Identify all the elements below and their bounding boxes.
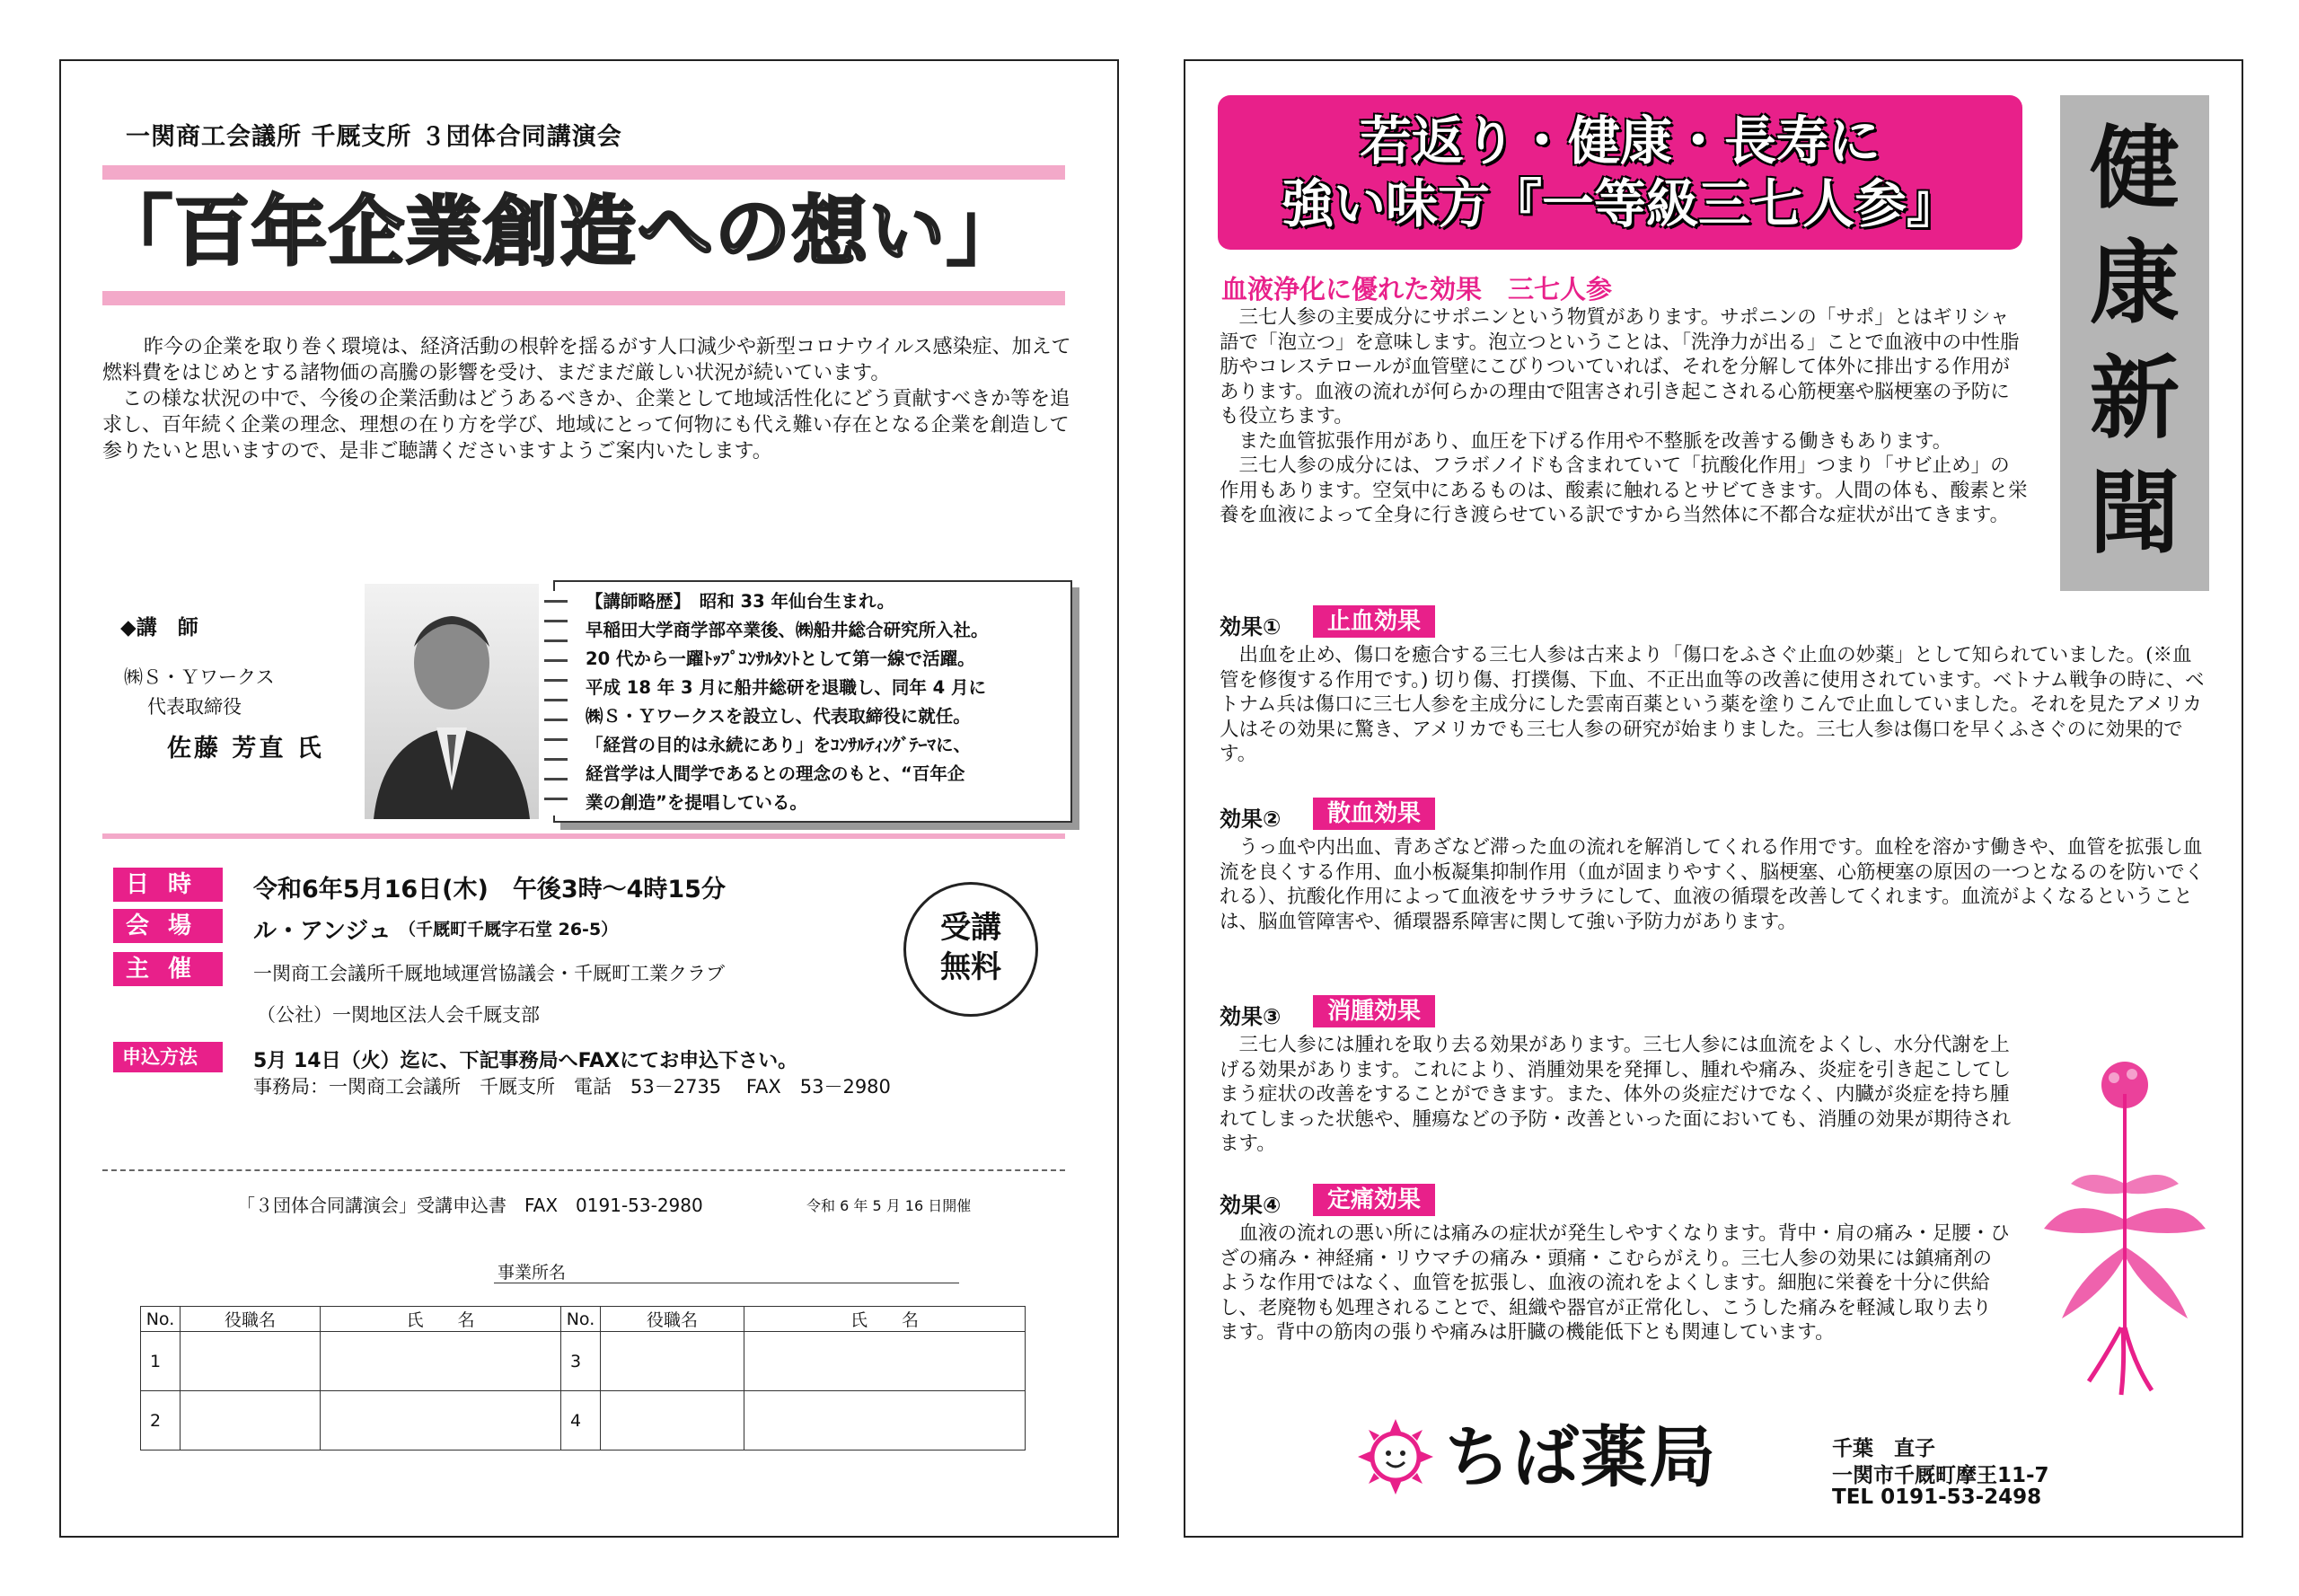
shop-owner: 千葉 直子 [1832, 1437, 1935, 1460]
host-value-1: 一関商工会議所千厩地域運営協議会・千厩町工業クラブ [253, 963, 725, 984]
main-paragraph: 三七人参の主要成分にサポニンという物質があります。サポニンの「サポ」とはギリシャ語で「泡立つ」を意味します。泡立つということは、「洗浄力が出る」ことで血液中の中性脂肪やコレステロールが血管壁にこびりついていれば、それを分解して体外に排出する作用があります。血液の流れが何らかの理由で阻害され引き起こされる心筋梗塞や脳梗塞の予防にも役立ちます。 また血管拡張作用があり、血圧を下げる作用や不整脈を改善する働きもあります。 三七人参の成分には、フラボノイドも含まれていて「抗酸化作用」つまり「サビ止め」の作用もあります。空気中にあるものは、酸素に触れるとサビてきます。人間の体も、酸素と栄養を血液によって全身に行き渡らせている訳ですから当然体に不都合な症状が出てきます。 [1220, 306, 2028, 526]
effect-2-number: 効果② [1220, 807, 1282, 832]
venue-value: ル・アンジュ [253, 918, 392, 945]
effect-1-text: 出血を止め、傷口を癒合する三七人参は古来より「傷口をふさぐ止血の妙薬」として知られていました。(※血管を修復する作用です。) 切り傷、打撲傷、下血、不正出血等の改善に使用されています。ベトナム戦争の時に、ベトナム兵は傷口に三七人参を主成分にした雲南百薬という薬を塗りこんで止血していました。それを見たアメリカ人はその効果に驚き、アメリカでも三七人参の研究が始まりました。三七人参は傷口を早くふさぐのに効果的です。 [1220, 644, 2205, 765]
host-label: 主 催 [113, 952, 223, 986]
effect-4-text: 血液の流れの悪い所には痛みの症状が発生しやすくなります。背中・肩の痛み・足腰・ひざの痛み・神経痛・リウマチの痛み・頭痛・こむらがえり。三七人参の効果には鎮痛剤のような作用ではなく、血管を拡張し、血液の流れをよくします。細胞に栄養を十分に供給し、老廃物も処理されることで、組織や器官が正常化し、こうした痛みを軽減し取り去ります。背中の筋肉の張りや痛みは肝臓の機能低下とも関連しています。 [1220, 1222, 2010, 1344]
apply-value-2: 事務局：一関商工会議所 千厩支所 電話 53－2735 FAX 53－2980 [253, 1076, 891, 1098]
lecturer-role: 代表取締役 [147, 696, 242, 718]
venue-address: （千厩町千厩字石堂 26-5） [399, 920, 619, 939]
ginseng-plant-icon [2035, 1058, 2215, 1399]
free-badge [903, 882, 1038, 1017]
profile-text: 【講師略歴】 昭和 33 年仙台生まれ。 早稲田大学商学部卒業後、㈱船井総合研究所入社。 20 代から一躍ﾄｯﾌﾟｺﾝｻﾙﾀﾝﾄとして第一線で活躍。 平成 18 年 3 月に船井総研を退職し、同年 4 月に ㈱Ｓ・Ｙワークスを設立し、代表取締役に就任。 「経営の目的は永続にあり」をｺﾝｻﾙﾃｨﾝｸﾞﾃｰﾏに、 経営学は人間学であるとの理念のもと、“百年企 業の創造”を提唱している。 [586, 591, 989, 813]
role-cell[interactable] [601, 1391, 744, 1451]
role-cell[interactable] [181, 1332, 321, 1391]
col-no-2: No. [561, 1307, 601, 1332]
col-role-1: 役職名 [181, 1307, 321, 1332]
shop-name: ちば薬局 [1444, 1419, 1717, 1496]
cut-line [102, 1169, 1065, 1171]
name-cell[interactable] [321, 1332, 561, 1391]
effect-4-number: 効果④ [1220, 1193, 1282, 1218]
effect-4-label: 定痛効果 [1313, 1184, 1435, 1216]
date-label: 日 時 [113, 868, 223, 902]
event-title: 「百年企業創造への想い」 [97, 188, 1025, 276]
person-silhouette-icon [365, 584, 539, 819]
effect-1-number: 効果① [1220, 614, 1282, 639]
intro-text: 昨今の企業を取り巻く環境は、経済活動の根幹を揺るがす人口減少や新型コロナウイルス感染症、加えて燃料費をはじめとする諸物価の高騰の影響を受け、まだまだ厳しい状況が続いています。 この様な状況の中で、今後の企業活動はどうあるべきか、企業として地域活性化にどう貢献すべきか等を追求し、百年続く企業の理念、理想の在り方を学び、地域にとって何物にも代え難い存在となる企業を創造して参りたいと思いますので、是非ご聴講くださいますようご案内いたします。 [102, 336, 1071, 463]
host-value-2: （公社）一関地区法人会千厩支部 [257, 1004, 540, 1026]
free-badge-line-2: 無料 [940, 949, 1001, 985]
masthead-char: 健 [2090, 116, 2180, 221]
name-cell[interactable] [744, 1391, 1026, 1451]
subtitle: 血液浄化に優れた効果 三七人参 [1221, 274, 1613, 304]
form-held-date: 令和 6 年 5 月 16 日開催 [806, 1197, 972, 1214]
col-name-2: 氏 名 [744, 1307, 1026, 1332]
apply-label: 申込方法 [113, 1042, 223, 1072]
masthead-char: 新 [2090, 346, 2180, 451]
row-no: 4 [561, 1391, 601, 1451]
divider-bar [102, 833, 1065, 839]
effect-2-text: うっ血や内出血、青あざなど滞った血の流れを解消してくれる作用です。血栓を溶かす働きや、血管を拡張し血流を良くする作用、血小板凝集抑制作用（血が固まりやすく、脳梗塞、心筋梗塞の原因の一つとなるのを防いでくれる）、抗酸化作用によって血液をサラサラにして、血液の循環を改善してくれます。血流がよくなるということは、脳血管障害や、循環器系障害に関して強い予防力があります。 [1220, 836, 2205, 933]
row-no: 1 [141, 1332, 181, 1391]
effect-3-label: 消腫効果 [1313, 995, 1435, 1027]
venue-label: 会 場 [113, 909, 223, 943]
free-badge-line-1: 受講 [940, 910, 1001, 946]
right-page [1184, 59, 2243, 1538]
profile-notebook [553, 580, 1072, 823]
apply-value-1: 5月 14日（火）迄に、下記事務局へFAXにてお申込下さい。 [253, 1050, 798, 1072]
shop-address: 一関市千厩町摩王11-7 [1832, 1464, 2049, 1487]
headline-banner [1218, 95, 2022, 250]
headline-line-1: 若返り・健康・長寿に [1359, 110, 1881, 172]
form-heading: 「３団体合同講演会」受講申込書 FAX 0191-53-2980 [237, 1195, 703, 1216]
headline-line-2: 強い味方『一等級三七人参』 [1281, 173, 1959, 234]
col-no-1: No. [141, 1307, 181, 1332]
application-table [140, 1306, 1026, 1451]
name-cell[interactable] [744, 1332, 1026, 1391]
masthead-char: 聞 [2090, 461, 2180, 566]
title-bar-bottom [102, 291, 1065, 305]
date-value: 令和6年5月16日(木) 午後3時～4時15分 [253, 876, 726, 904]
notebook-spiral [544, 591, 568, 816]
effect-3-number: 効果③ [1220, 1004, 1282, 1029]
shop-tel: TEL 0191-53-2498 [1832, 1486, 2042, 1509]
event-header: 一関商工会議所 千厩支所 ３団体合同講演会 [126, 123, 622, 151]
title-bar-top [102, 165, 1065, 180]
effect-1-label: 止血効果 [1313, 605, 1435, 638]
row-no: 3 [561, 1332, 601, 1391]
lecturer-label: ◆講 師 [120, 616, 198, 639]
left-page [59, 59, 1119, 1538]
lecturer-name: 佐藤 芳直 氏 [167, 735, 324, 763]
col-role-2: 役職名 [601, 1307, 744, 1332]
col-name-1: 氏 名 [321, 1307, 561, 1332]
masthead-char: 康 [2090, 231, 2180, 336]
lecturer-photo [365, 584, 539, 819]
role-cell[interactable] [601, 1332, 744, 1391]
row-no: 2 [141, 1391, 181, 1451]
office-label: 事業所名 [498, 1263, 567, 1283]
effect-3-text: 三七人参には腫れを取り去る効果があります。三七人参には血流をよくし、水分代謝を上げる効果があります。これにより、消腫効果を発揮し、腫れや痛み、炎症を引き起こしてしまう症状の改善をすることができます。また、体外の炎症だけでなく、内臓が炎症を持ち腫れてしまった状態や、腫瘍などの予防・改善といった面においても、消腫の効果が期待されます。 [1220, 1034, 2012, 1155]
lecturer-company: ㈱Ｓ・Ｙワークス [124, 666, 275, 688]
sun-mascot-icon [1358, 1419, 1433, 1495]
masthead [2060, 95, 2209, 591]
name-cell[interactable] [321, 1391, 561, 1451]
role-cell[interactable] [181, 1391, 321, 1451]
effect-2-label: 散血効果 [1313, 798, 1435, 830]
